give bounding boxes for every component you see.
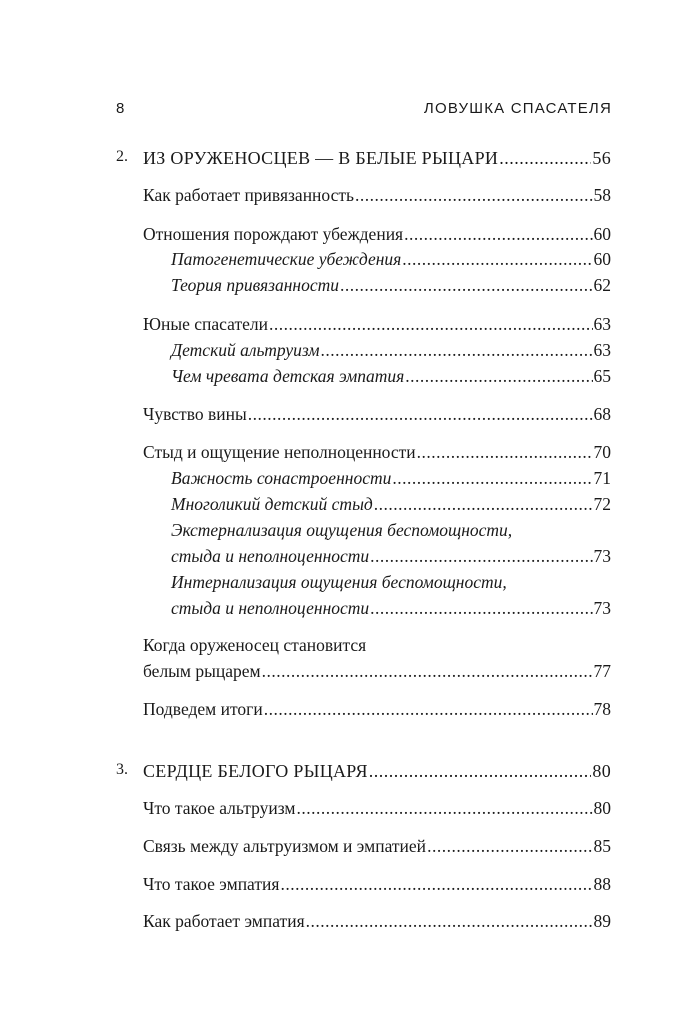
leader-dots (374, 492, 593, 516)
toc-entry[interactable]: Подведем итоги ..... 78 (143, 697, 611, 721)
leader-dots (280, 872, 592, 896)
leader-dots (417, 440, 593, 464)
toc-chapter-title[interactable]: СЕРДЦЕ БЕЛОГО РЫЦАРЯ ..... 80 (143, 759, 611, 783)
toc-entry[interactable]: Что такое эмпатия ..... 88 (143, 872, 611, 896)
book-title: ЛОВУШКА СПАСАТЕЛЯ (423, 100, 612, 117)
toc-entry[interactable]: Чувство вины ..... 68 (143, 402, 611, 426)
leader-dots (355, 183, 593, 207)
toc-subentry[interactable]: стыда и неполноценности ..... 73 (171, 544, 611, 568)
leader-dots (427, 834, 592, 858)
toc-subentry-line[interactable]: Интернализация ощущения беспомощности, (171, 572, 507, 592)
toc-subentry-line[interactable]: Экстернализация ощущения беспомощности, (171, 520, 513, 540)
toc-subentry[interactable]: Детский альтруизм ..... 63 (171, 338, 611, 362)
leader-dots (248, 402, 593, 426)
chapter-number: 3. (116, 761, 128, 778)
leader-dots (405, 364, 592, 388)
toc-subentry[interactable]: Теория привязанности ..... 62 (171, 273, 611, 297)
toc-subentry[interactable]: Важность сонастроенности ..... 71 (171, 466, 611, 490)
toc-entry[interactable]: Как работает эмпатия ..... 89 (143, 909, 611, 933)
toc-entry[interactable]: Отношения порождают убеждения ..... 60 (143, 222, 611, 246)
leader-dots (264, 697, 593, 721)
toc-subentry[interactable]: стыда и неполноценности ..... 73 (171, 596, 611, 620)
leader-dots (369, 759, 592, 783)
leader-dots (340, 273, 593, 297)
toc-subentry[interactable]: Многоликий детский стыд ..... 72 (171, 492, 611, 516)
leader-dots (404, 222, 592, 246)
leader-dots (392, 466, 592, 490)
leader-dots (370, 596, 592, 620)
page-number: 8 (116, 100, 126, 117)
chapter-number: 2. (116, 148, 128, 165)
leader-dots (296, 796, 592, 820)
leader-dots (306, 909, 593, 933)
toc-entry-line[interactable]: Когда оруженосец становится (143, 635, 367, 655)
toc-chapter-title[interactable]: ИЗ ОРУЖЕНОСЦЕВ — В БЕЛЫЕ РЫЦАРИ ..... 56 (143, 146, 611, 170)
toc-entry[interactable]: Как работает привязанность ..... 58 (143, 183, 611, 207)
toc-entry[interactable]: Связь между альтруизмом и эмпатией ..... 85 (143, 834, 611, 858)
leader-dots (402, 247, 592, 271)
leader-dots (321, 338, 593, 362)
toc-entry[interactable]: Юные спасатели ..... 63 (143, 312, 611, 336)
leader-dots (370, 544, 592, 568)
toc-subentry[interactable]: Патогенетические убеждения ..... 60 (171, 247, 611, 271)
toc-subentry[interactable]: Чем чревата детская эмпатия ..... 65 (171, 364, 611, 388)
toc-entry[interactable]: белым рыцарем ..... 77 (143, 659, 611, 683)
toc-entry[interactable]: Что такое альтруизм ..... 80 (143, 796, 611, 820)
leader-dots (262, 659, 593, 683)
leader-dots (269, 312, 593, 336)
toc-entry[interactable]: Стыд и ощущение неполноценности ..... 70 (143, 440, 611, 464)
leader-dots (499, 146, 591, 170)
